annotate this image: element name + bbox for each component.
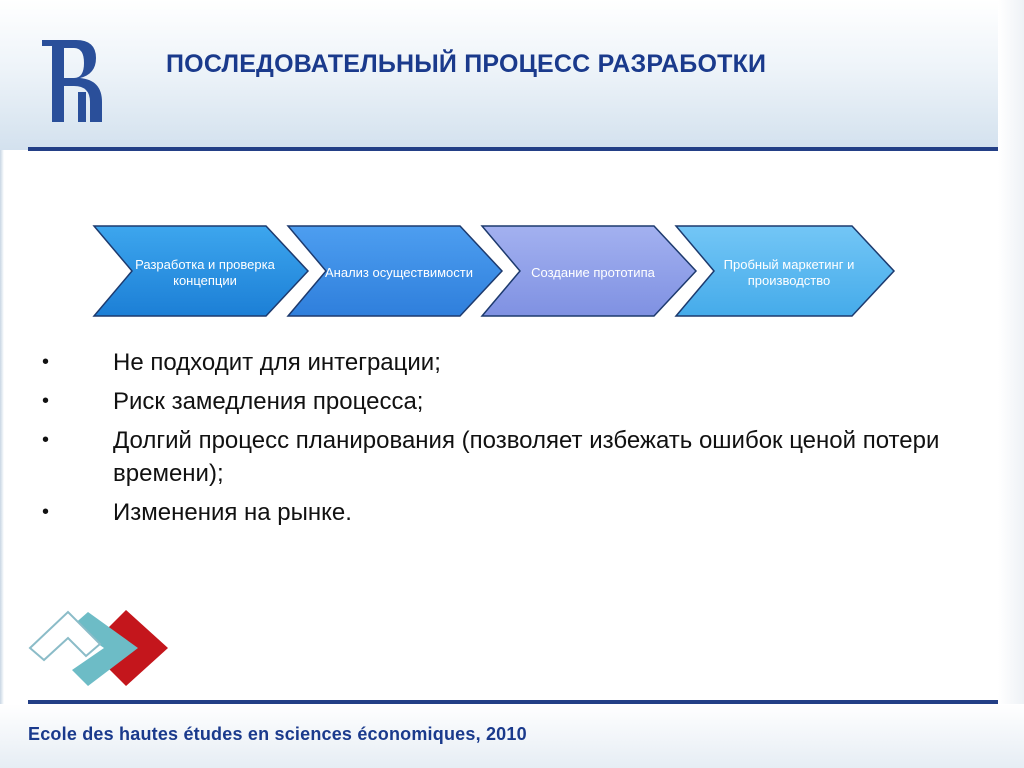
left-edge-shade — [0, 150, 4, 768]
step-label-3: Создание прототипа — [531, 265, 655, 280]
bullet-list — [40, 346, 940, 535]
footer-text: Ecole des hautes études en sciences économiques, 2010 — [28, 724, 527, 744]
step-label-1: Разработка и проверка концепции — [135, 257, 275, 288]
list-item: • Изменения на рынке. — [40, 496, 940, 529]
page-title: ПОСЛЕДОВАТЕЛЬНЫЙ ПРОЦЕСС РАЗРАБОТКИ — [166, 50, 767, 78]
list-item: • Не подходит для интеграции; — [40, 346, 940, 379]
step-label-2: Анализ осуществимости — [324, 265, 473, 280]
bullet-marker: • — [42, 390, 50, 412]
bullet-marker: • — [42, 501, 50, 523]
step-label-4: Пробный маркетинг и производство — [723, 257, 855, 288]
chevron-arrows-icon — [26, 606, 176, 692]
list-item: • Долгий процесс планирования (позволяет избежать ошибок ценой потери времени); — [40, 424, 940, 490]
bullet-marker: • — [42, 351, 50, 373]
list-item: • Риск замедления процесса; — [40, 385, 940, 418]
right-edge-shade — [998, 0, 1024, 768]
bullet-marker: • — [42, 429, 50, 451]
top-divider — [28, 147, 998, 151]
hse-logo-icon — [38, 36, 110, 128]
